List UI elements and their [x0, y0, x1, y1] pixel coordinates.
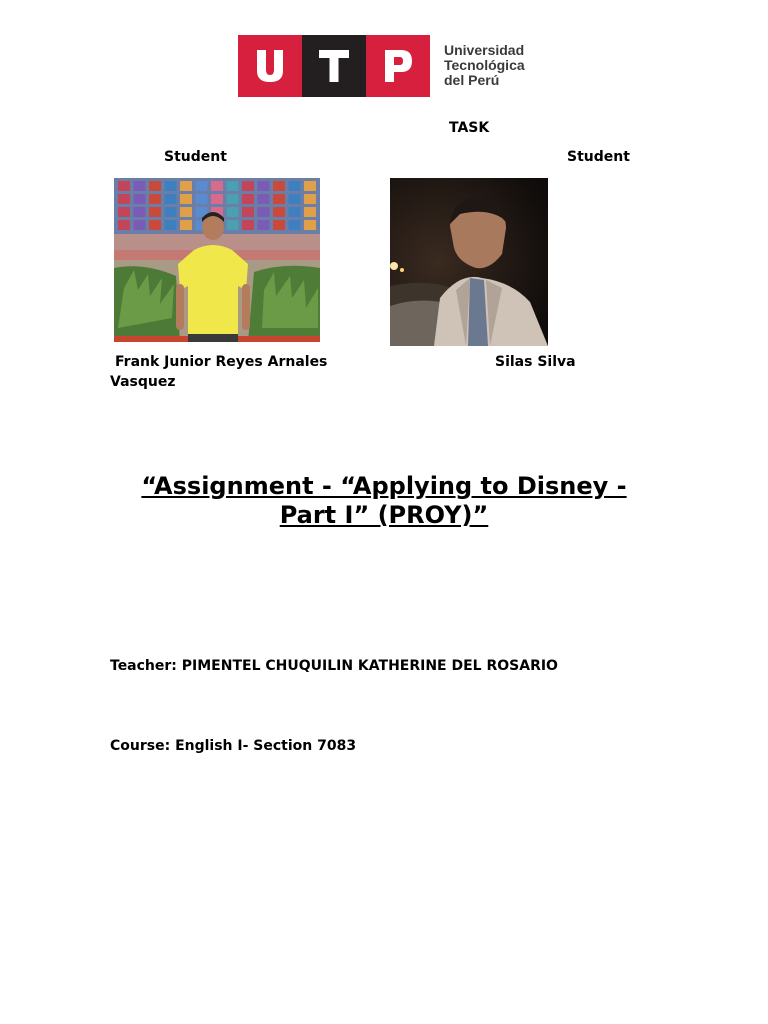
utp-logo	[238, 35, 538, 97]
logo-line-1: Universidad	[444, 42, 525, 58]
logo-line-2: Tecnológica	[444, 57, 525, 73]
student-label-right: Student	[567, 149, 630, 165]
logo-letter-p	[366, 35, 430, 97]
logo-letter-u	[238, 35, 302, 97]
assignment-title	[100, 472, 668, 530]
student-name-1-line-1: Frank Junior Reyes Arnales	[115, 354, 328, 370]
student-name-2: Silas Silva	[495, 354, 576, 370]
student-photo-frank	[114, 178, 320, 342]
student-photo-silas	[390, 178, 548, 346]
course-line: Course: English I- Section 7083	[110, 738, 357, 754]
logo-wordmark	[444, 43, 525, 88]
letter-t-shape	[317, 48, 351, 84]
letter-p-shape	[381, 48, 415, 84]
task-label: TASK	[449, 120, 490, 136]
student-label-left: Student	[164, 149, 227, 165]
letter-u-shape	[253, 48, 287, 84]
photo-silas-image	[390, 178, 548, 346]
assignment-title-line-1: “Assignment - “Applying to Disney -	[141, 472, 627, 500]
assignment-title-line-2: Part I” (PROY)”	[279, 501, 489, 529]
student-name-1-line-2: Vasquez	[110, 374, 176, 390]
photo-frank-image	[114, 178, 320, 342]
teacher-line: Teacher: PIMENTEL CHUQUILIN KATHERINE DEL ROSARIO	[110, 658, 558, 674]
logo-line-3: del Perú	[444, 72, 500, 88]
logo-letter-t	[302, 35, 366, 97]
